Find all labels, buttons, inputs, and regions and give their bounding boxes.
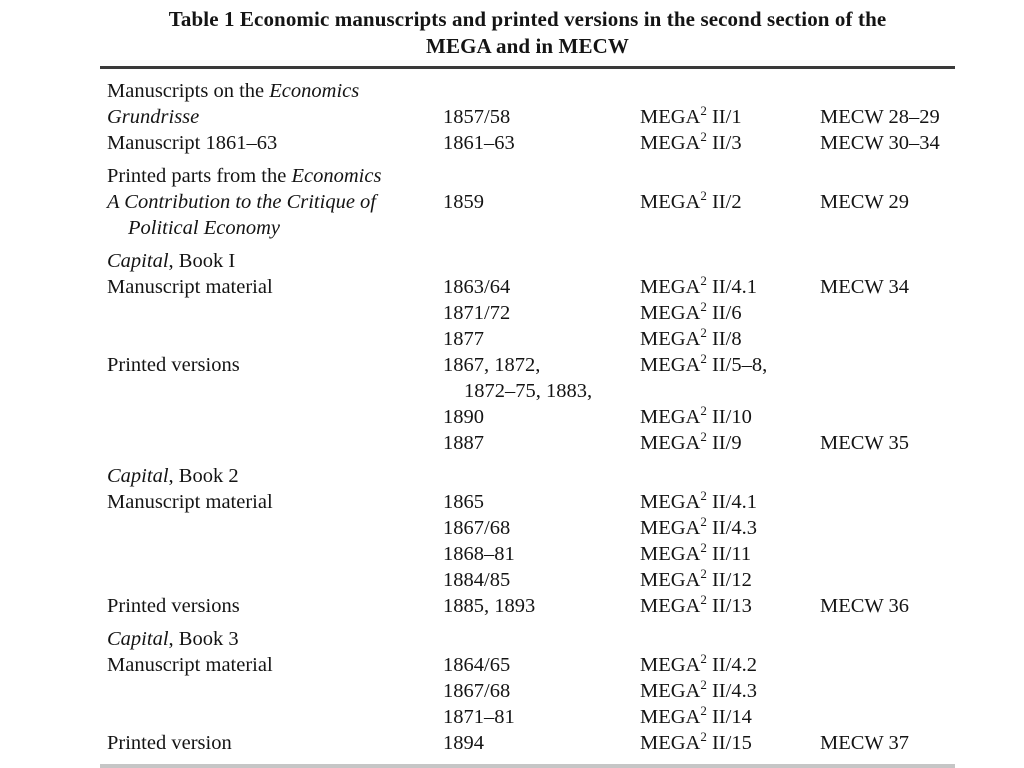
mega-prefix: MEGA: [640, 276, 701, 298]
mega-superscript: 2: [700, 488, 707, 504]
table-section: [100, 626, 955, 756]
table-row: [100, 274, 955, 300]
section-heading: [107, 78, 955, 104]
mega-superscript: 2: [700, 299, 707, 315]
mega-volume: II/11: [706, 543, 752, 565]
plain-text: Manuscripts on the: [107, 80, 270, 102]
table-row: [100, 430, 955, 456]
plain-text: Manuscript 1861–63: [107, 132, 278, 154]
mega-superscript: 2: [700, 592, 707, 608]
mecw-cell: [820, 326, 955, 352]
manuscript-label: [107, 104, 443, 130]
italic-text: Political Economy: [128, 217, 280, 239]
mega-prefix: MEGA: [640, 706, 701, 728]
mecw-cell: [820, 704, 955, 730]
mega-prefix: MEGA: [640, 654, 701, 676]
manuscript-label: [107, 352, 443, 378]
italic-text: Capital: [107, 628, 169, 650]
mega-superscript: 2: [700, 651, 707, 667]
italic-text: Economics: [291, 165, 382, 187]
manuscript-label: [107, 430, 443, 456]
mega-volume: II/12: [706, 569, 752, 591]
mega-superscript: 2: [700, 540, 707, 556]
manuscript-label: [107, 215, 443, 241]
table-section: [100, 78, 955, 156]
table-row: [100, 489, 955, 515]
manuscript-label: [107, 378, 443, 404]
mega-superscript: 2: [700, 677, 707, 693]
table-row: [100, 567, 955, 593]
mega-superscript: 2: [700, 703, 707, 719]
manuscript-label: [107, 593, 443, 619]
mega-cell: [640, 404, 820, 430]
mega-prefix: MEGA: [640, 132, 701, 154]
table-section: [100, 248, 955, 456]
section-heading: [107, 248, 955, 274]
plain-text: , Book 3: [168, 628, 239, 650]
plain-text: , Book I: [168, 250, 236, 272]
mega-volume: II/8: [706, 328, 742, 350]
mega-superscript: 2: [700, 729, 707, 745]
table-row: [100, 215, 955, 241]
manuscript-label: [107, 567, 443, 593]
section-heading: [107, 463, 955, 489]
mega-prefix: MEGA: [640, 569, 701, 591]
mega-cell: [640, 300, 820, 326]
year-cell: 1867, 1872,: [443, 354, 541, 376]
mega-superscript: 2: [700, 325, 707, 341]
mega-prefix: MEGA: [640, 106, 701, 128]
mecw-cell: [820, 300, 955, 326]
table-bottom-rule-partial: [100, 764, 955, 768]
year-cell: 1867/68: [443, 680, 511, 702]
manuscript-label: [107, 704, 443, 730]
section-heading-row: [100, 163, 955, 189]
year-cell: 1859: [443, 191, 484, 213]
mega-prefix: MEGA: [640, 328, 701, 350]
mega-cell: [640, 515, 820, 541]
table-row: [100, 300, 955, 326]
table-row: [100, 378, 955, 404]
year-cell: 1864/65: [443, 654, 511, 676]
mecw-cell: [820, 567, 955, 593]
table-title: [100, 0, 955, 60]
year-cell: 1871–81: [443, 706, 515, 728]
table-row: [100, 104, 955, 130]
table-row: [100, 404, 955, 430]
mecw-cell: MECW 36: [820, 595, 910, 617]
mega-cell: [640, 189, 820, 215]
plain-text: Manuscript material: [107, 654, 273, 676]
manuscript-label: [107, 300, 443, 326]
year-cell: 1857/58: [443, 106, 511, 128]
mecw-cell: [820, 404, 955, 430]
mecw-cell: MECW 34: [820, 276, 910, 298]
year-cell: 1868–81: [443, 543, 515, 565]
manuscript-label: [107, 274, 443, 300]
mega-prefix: MEGA: [640, 406, 701, 428]
italic-text: Capital: [107, 250, 169, 272]
italic-text: Grundrisse: [107, 106, 200, 128]
italic-text: A Contribution to the Critique of: [107, 191, 376, 213]
table-row: [100, 130, 955, 156]
plain-text: Manuscript material: [107, 276, 273, 298]
plain-text: Manuscript material: [107, 491, 273, 513]
manuscript-label: [107, 189, 443, 215]
mega-prefix: MEGA: [640, 302, 701, 324]
mega-prefix: MEGA: [640, 543, 701, 565]
section-heading: [107, 163, 955, 189]
table-section: [100, 163, 955, 241]
table-section: [100, 463, 955, 619]
mega-cell: [640, 489, 820, 515]
section-heading-row: [100, 248, 955, 274]
year-cell: 1884/85: [443, 569, 511, 591]
table-title-line1: Table 1 Economic manuscripts and printed versions in the second section of the: [168, 7, 887, 31]
plain-text: Printed versions: [107, 354, 240, 376]
year-cell: 1887: [443, 432, 484, 454]
manuscript-label: [107, 130, 443, 156]
manuscript-label: [107, 678, 443, 704]
manuscript-label: [107, 652, 443, 678]
table-row: [100, 678, 955, 704]
mega-superscript: 2: [700, 351, 707, 367]
mega-prefix: MEGA: [640, 432, 701, 454]
mecw-cell: MECW 35: [820, 432, 910, 454]
table-1: [100, 0, 955, 756]
mega-volume: II/4.3: [706, 517, 757, 539]
year-cell: 1885, 1893: [443, 595, 536, 617]
italic-text: Capital: [107, 465, 169, 487]
section-heading: [107, 626, 955, 652]
mega-cell: [640, 652, 820, 678]
year-cell: 1890: [443, 406, 484, 428]
section-heading-row: [100, 626, 955, 652]
mega-volume: II/14: [706, 706, 752, 728]
mecw-cell: MECW 30–34: [820, 132, 940, 154]
mega-superscript: 2: [700, 514, 707, 530]
italic-text: Economics: [269, 80, 360, 102]
mega-cell: [640, 352, 820, 378]
mecw-cell: [820, 541, 955, 567]
mecw-cell: [820, 352, 955, 378]
table-row: [100, 704, 955, 730]
mega-cell: [640, 678, 820, 704]
manuscript-label: [107, 541, 443, 567]
table-row: [100, 352, 955, 378]
mega-cell: [640, 593, 820, 619]
mega-cell: [640, 274, 820, 300]
plain-text: Printed parts from the: [107, 165, 292, 187]
table-row: [100, 652, 955, 678]
mega-volume: II/5–8,: [706, 354, 768, 376]
table-row: [100, 593, 955, 619]
mega-superscript: 2: [700, 188, 707, 204]
mega-volume: II/4.3: [706, 680, 757, 702]
manuscript-label: [107, 404, 443, 430]
mega-volume: II/3: [706, 132, 742, 154]
mega-volume: II/4.2: [706, 654, 757, 676]
mecw-cell: [820, 489, 955, 515]
mega-volume: II/9: [706, 432, 742, 454]
mega-prefix: MEGA: [640, 354, 701, 376]
mega-superscript: 2: [700, 403, 707, 419]
mecw-cell: [820, 215, 955, 241]
mecw-cell: MECW 37: [820, 732, 910, 754]
year-cell: 1861–63: [443, 132, 515, 154]
table-row: [100, 541, 955, 567]
year-cell: 1894: [443, 732, 484, 754]
year-cell: 1865: [443, 491, 484, 513]
section-heading-row: [100, 78, 955, 104]
mega-volume: II/4.1: [706, 276, 757, 298]
mega-cell: [640, 326, 820, 352]
mega-prefix: MEGA: [640, 491, 701, 513]
mega-volume: II/1: [706, 106, 742, 128]
mega-cell: [640, 215, 820, 241]
manuscript-label: [107, 730, 443, 756]
mega-volume: II/15: [706, 732, 752, 754]
manuscripts-table: [100, 69, 955, 756]
mega-cell: [640, 704, 820, 730]
plain-text: Printed versions: [107, 595, 240, 617]
mega-superscript: 2: [700, 103, 707, 119]
table-row: [100, 515, 955, 541]
mega-volume: II/13: [706, 595, 752, 617]
mega-prefix: MEGA: [640, 595, 701, 617]
table-row: [100, 326, 955, 352]
mega-volume: II/10: [706, 406, 752, 428]
mega-cell: [640, 378, 820, 404]
table-row: [100, 730, 955, 756]
mega-cell: [640, 730, 820, 756]
mecw-cell: [820, 678, 955, 704]
mecw-cell: [820, 378, 955, 404]
mega-superscript: 2: [700, 273, 707, 289]
mega-cell: [640, 104, 820, 130]
mega-superscript: 2: [700, 429, 707, 445]
year-cell: [443, 215, 640, 241]
year-cell: 1877: [443, 328, 484, 350]
section-heading-row: [100, 463, 955, 489]
manuscript-label: [107, 489, 443, 515]
mega-prefix: MEGA: [640, 517, 701, 539]
mega-superscript: 2: [700, 129, 707, 145]
mega-prefix: MEGA: [640, 732, 701, 754]
mega-superscript: 2: [700, 566, 707, 582]
mega-cell: [640, 567, 820, 593]
year-cell: 1863/64: [443, 276, 511, 298]
mecw-cell: MECW 28–29: [820, 106, 940, 128]
mega-prefix: MEGA: [640, 680, 701, 702]
mega-cell: [640, 130, 820, 156]
mega-cell: [640, 430, 820, 456]
mega-volume: II/4.1: [706, 491, 757, 513]
manuscript-label: [107, 326, 443, 352]
table-title-line2: MEGA and in MECW: [426, 34, 629, 58]
year-cell: 1872–75, 1883,: [464, 380, 593, 402]
year-cell: 1871/72: [443, 302, 511, 324]
mecw-cell: [820, 515, 955, 541]
manuscript-label: [107, 515, 443, 541]
mecw-cell: MECW 29: [820, 191, 910, 213]
plain-text: , Book 2: [168, 465, 239, 487]
mecw-cell: [820, 652, 955, 678]
mega-prefix: MEGA: [640, 191, 701, 213]
year-cell: 1867/68: [443, 517, 511, 539]
table-row: [100, 189, 955, 215]
mega-volume: II/2: [706, 191, 742, 213]
plain-text: Printed version: [107, 732, 232, 754]
mega-volume: II/6: [706, 302, 742, 324]
mega-cell: [640, 541, 820, 567]
